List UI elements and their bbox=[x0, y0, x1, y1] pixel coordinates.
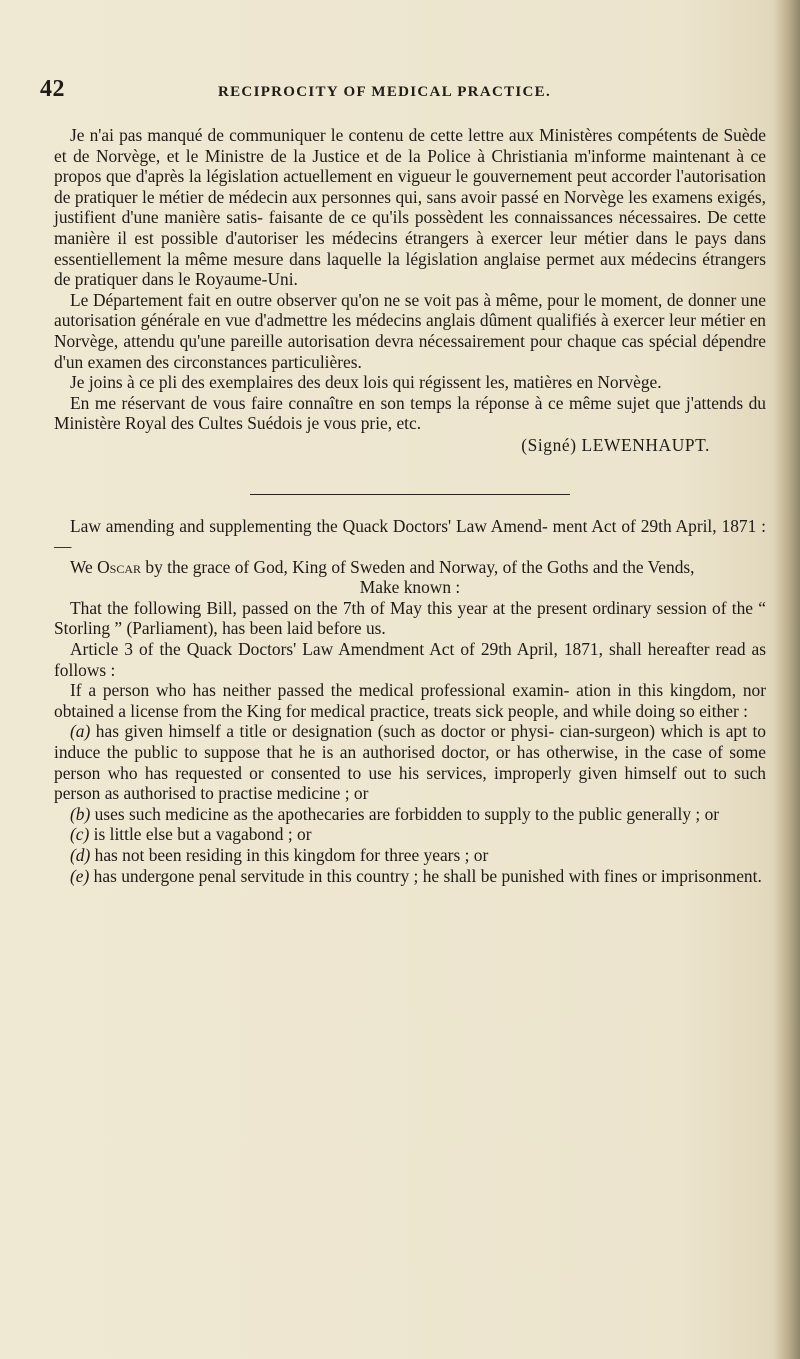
law-clause bbox=[54, 804, 766, 825]
we-rest: by the grace of God, King of Sweden and Norway, of the Goths and the Vends, bbox=[145, 556, 695, 577]
law-clause bbox=[54, 866, 766, 887]
law-paragraph-condition: If a person who has neither passed the medical professional examin- ation in this kingdom, nor obtained a license from the King for medical practice, treats sick people, and while doing so either : bbox=[54, 680, 766, 721]
clause-text: has undergone penal servitude in this country ; he shall be punished with fines or imprisonment. bbox=[93, 865, 762, 886]
french-letter bbox=[54, 125, 766, 456]
law-clause bbox=[54, 845, 766, 866]
clause-label: (d) bbox=[70, 845, 91, 865]
clause-label: (c) bbox=[70, 824, 90, 845]
clause-label: (a) bbox=[70, 721, 91, 742]
letter-paragraph: Le Département fait en outre observer qu'on ne se voit pas à même, pour le moment, de donner une autorisation générale en vue d'admettre les médecins anglais dûment qualifiés à exercer leur métier en Norvège, attendu qu'une pareille autorisation devra nécessairement pour chaque cas spécial dépendre d'un examen des circonstances particulières. bbox=[54, 289, 766, 372]
clause-label: (b) bbox=[70, 803, 91, 824]
page-edge-shadow bbox=[774, 0, 800, 1359]
running-title: RECIPROCITY OF MEDICAL PRACTICE. bbox=[218, 84, 552, 100]
we-word: We bbox=[70, 556, 93, 577]
letter-paragraph: En me réservant de vous faire connaître en son temps la réponse à ce même sujet que j'attends du Ministère Royal des Cultes Suédois je vous prie, etc. bbox=[54, 392, 766, 434]
make-known: Make known : bbox=[359, 577, 461, 598]
law-text bbox=[54, 516, 766, 887]
clause-text: has given himself a title or designation (such as doctor or physi- cian-surgeon) which is apt to induce the public to suppose that he is an authorised doctor, or has otherwise, in the case of some person who has requested or consented to use his services, improperly given himself out to such person as authorised to practise medicine ; or bbox=[54, 721, 766, 804]
page-number: 42 bbox=[40, 76, 65, 102]
law-paragraph-bill: That the following Bill, passed on the 7th of May this year at the present ordinary session of the “ Storling ” (Parliament), has been laid before us. bbox=[54, 597, 766, 639]
clause-text: has not been residing in this kingdom for three years ; or bbox=[94, 845, 489, 865]
page-body bbox=[54, 125, 766, 886]
king-name: Oscar bbox=[97, 556, 142, 577]
law-clause bbox=[54, 824, 766, 845]
law-paragraph-article: Article 3 of the Quack Doctors' Law Amendment Act of 29th April, 1871, shall hereafter read as follows : bbox=[54, 639, 766, 680]
letter-paragraph: Je n'ai pas manqué de communiquer le contenu de cette lettre aux Ministères compétents de Suède et de Norvège, et le Ministre de la Justice et de la Police à Christiania m'informe maintenant à ce propos que d'après la législation actuellement en vigueur le gouvernement peut accorder l'autorisation de pratiquer le métier de médecin aux personnes qui, sans avoir passé en Norvège les examens exigés, justifient d'une manière satis- faisante de ce qu'ils possèdent les connaissances nécessaires. De cette manière il est possible d'autoriser les médecins étrangers à exercer leur métier dans le pays dans essentiellement la même mesure dans laquelle la législation anglaise permet aux médecins étrangers de pratiquer dans le Royaume-Uni. bbox=[54, 125, 766, 290]
law-intro: Law amending and supplementing the Quack Doctors' Law Amend- ment Act of 29th April, 1871 :— bbox=[54, 515, 766, 557]
clause-text: uses such medicine as the apothecaries are forbidden to supply to the public generally ; or bbox=[94, 803, 720, 824]
clause-label: (e) bbox=[70, 865, 90, 886]
section-divider bbox=[250, 494, 570, 495]
law-clause bbox=[54, 721, 766, 803]
clause-text: is little else but a vagabond ; or bbox=[93, 824, 312, 845]
letter-signature: (Signé) LEWENHAUPT. bbox=[521, 434, 710, 455]
letter-paragraph: Je joins à ce pli des exemplaires des deux lois qui régissent les, matières en Norvège. bbox=[70, 372, 662, 393]
law-we-line bbox=[54, 557, 766, 578]
